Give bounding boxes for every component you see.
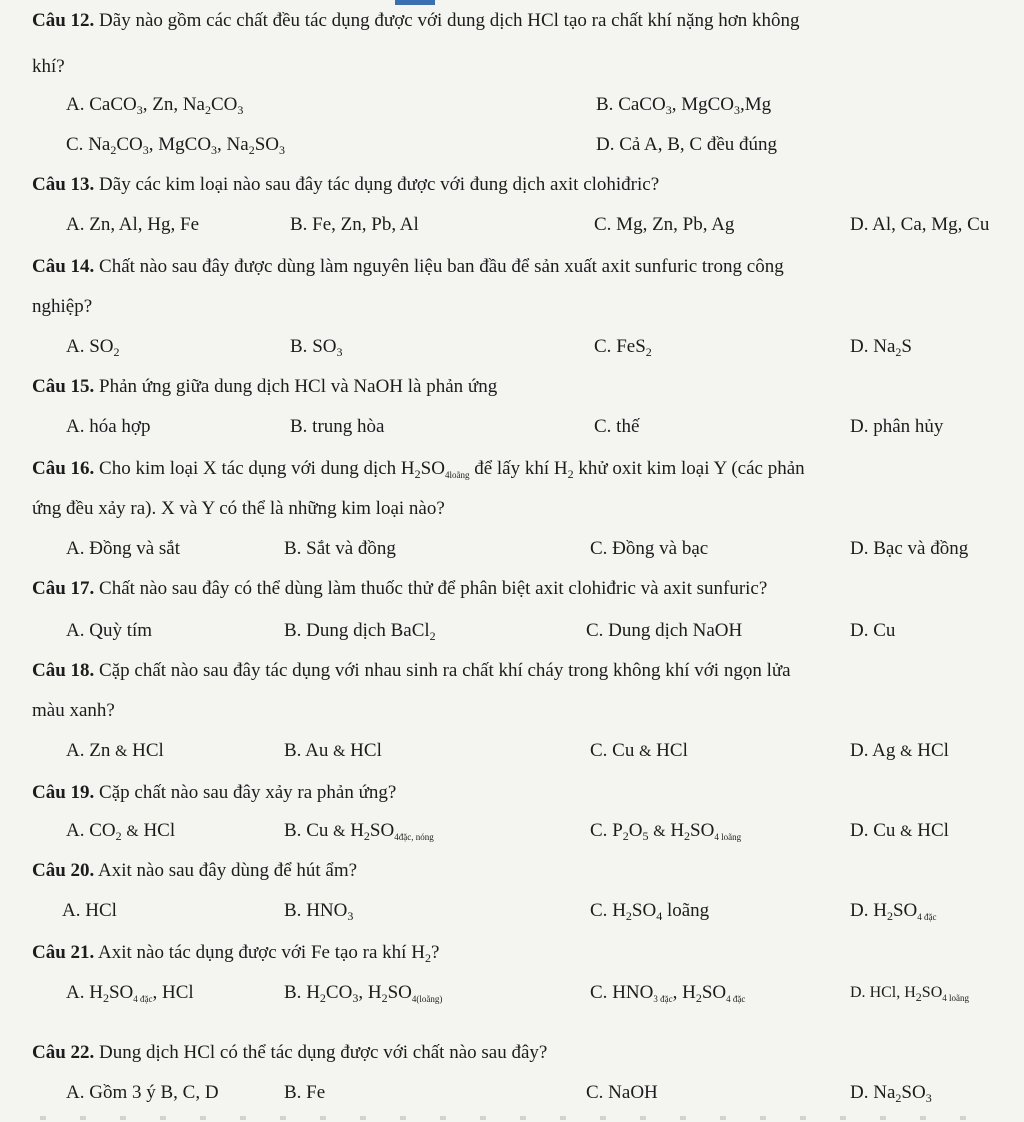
option-22-a[interactable]: A. Gồm 3 ý B, C, D	[66, 1082, 219, 1103]
question-15	[32, 374, 1024, 400]
question-17	[32, 576, 1024, 602]
option-18-c[interactable]: C. Cu & HCl	[590, 740, 688, 761]
option-21-b[interactable]: B. $H_2CO_3$, $H_2SO_{4(loãng)}$	[284, 982, 443, 1005]
question-number: Câu 16.	[32, 458, 95, 479]
option-22-d[interactable]: D. $Na_2SO_3$	[850, 1082, 932, 1105]
question-18-cont: màu xanh?	[32, 700, 115, 721]
option-19-d[interactable]: D. Cu & HCl	[850, 820, 949, 841]
option-15-a[interactable]: A. hóa hợp	[66, 416, 151, 437]
question-number: Câu 17.	[32, 578, 95, 599]
option-18-a[interactable]: A. Zn & HCl	[66, 740, 164, 761]
question-text: Axit nào sau đây dùng để hút ẩm?	[98, 860, 358, 881]
option-12-d[interactable]: D. Cả A, B, C đều đúng	[596, 134, 778, 155]
question-12	[32, 8, 1024, 34]
option-19-a[interactable]: A. $CO_2$ & HCl	[66, 820, 176, 843]
question-number: Câu 22.	[32, 1042, 95, 1063]
question-number: Câu 12.	[32, 10, 95, 31]
question-text: Cặp chất nào sau đây xảy ra phản ứng?	[99, 782, 397, 803]
question-12-cont: khí?	[32, 56, 65, 77]
option-13-d[interactable]: D. Al, Ca, Mg, Cu	[850, 214, 990, 235]
option-15-c[interactable]: C. thế	[594, 416, 640, 437]
option-21-c[interactable]: C. $HNO_{3 đặc}$, $H_2SO_{4 đặc}$	[590, 982, 746, 1005]
question-number: Câu 13.	[32, 174, 95, 195]
option-18-d[interactable]: D. Ag & HCl	[850, 740, 949, 761]
question-16: Câu 16. Cho kim loại X tác dụng với dung dịch $H_2SO_{4loãng}$ để lấy khí $H_2$ khử oxit kim loại Y (các phản	[32, 458, 805, 481]
question-text: Chất nào sau đây có thể dùng làm thuốc thử để phân biệt axit clohiđric và axit sunfuric?	[99, 578, 768, 599]
option-22-b[interactable]: B. Fe	[284, 1082, 326, 1103]
question-18	[32, 658, 1024, 684]
question-14-cont: nghiệp?	[32, 296, 93, 317]
question-14	[32, 254, 1024, 280]
question-22	[32, 1040, 1024, 1066]
option-20-b[interactable]: B. $HNO_3$	[284, 900, 354, 923]
option-16-d[interactable]: D. Bạc và đồng	[850, 538, 969, 559]
question-text: Cặp chất nào sau đây tác dụng với nhau sinh ra chất khí cháy trong không khí với ngọn lửa	[99, 660, 791, 681]
option-17-b[interactable]: B. Dung dịch BaCl$_2$	[284, 620, 436, 643]
option-20-c[interactable]: C. $H_2SO_4$ loãng	[590, 900, 710, 923]
question-text: Dãy nào gồm các chất đều tác dụng được với dung dịch HCl tạo ra chất khí nặng hơn không	[99, 10, 800, 31]
option-15-b[interactable]: B. trung hòa	[290, 416, 385, 437]
question-21: Câu 21. Axit nào tác dụng được với Fe tạo ra khí $H_2$?	[32, 942, 440, 965]
option-21-d[interactable]: D. HCl, $H_2SO_{4 loãng}$	[850, 984, 969, 1004]
option-13-c[interactable]: C. Mg, Zn, Pb, Ag	[594, 214, 735, 235]
question-text: Chất nào sau đây được dùng làm nguyên liệu ban đầu để sản xuất axit sunfuric trong công	[99, 256, 784, 277]
option-19-c[interactable]: C. $P_2O_5$ & $H_2SO_{4 loãng}$	[590, 820, 742, 843]
option-18-b[interactable]: B. Au & HCl	[284, 740, 382, 761]
cut-off-next-line	[40, 1116, 1000, 1120]
option-17-a[interactable]: A. Quỳ tím	[66, 620, 153, 641]
option-17-d[interactable]: D. Cu	[850, 620, 896, 641]
question-number: Câu 14.	[32, 256, 95, 277]
option-13-b[interactable]: B. Fe, Zn, Pb, Al	[290, 214, 419, 235]
option-16-a[interactable]: A. Đồng và sắt	[66, 538, 180, 559]
question-text: Dãy các kim loại nào sau đây tác dụng được với đung dịch axit clohiđric?	[99, 174, 660, 195]
option-14-a[interactable]: A. $SO_2$	[66, 336, 120, 359]
question-19	[32, 780, 1024, 806]
option-14-b[interactable]: B. $SO_3$	[290, 336, 343, 359]
option-21-a[interactable]: A. $H_2SO_{4 đặc}$, HCl	[66, 982, 194, 1005]
option-12-a[interactable]: A. CaCO$_3$, Zn, $Na_2CO_3$	[66, 94, 244, 117]
option-20-a[interactable]: A. HCl	[62, 900, 117, 921]
option-17-c[interactable]: C. Dung dịch NaOH	[586, 620, 743, 641]
question-text: Axit nào tác dụng được với Fe tạo ra khí H	[98, 942, 425, 963]
question-number: Câu 21.	[32, 942, 95, 963]
question-number: Câu 19.	[32, 782, 95, 803]
question-text: Phản ứng giữa dung dịch HCl và NaOH là phản ứng	[99, 376, 498, 397]
option-12-b[interactable]: B. CaCO$_3$, MgCO$_3$,Mg	[596, 94, 772, 117]
option-20-d[interactable]: D. $H_2SO_{4 đặc}$	[850, 900, 937, 923]
option-12-c[interactable]: C. $Na_2CO_3$, MgCO$_3$, $Na_2SO_3$	[66, 134, 285, 157]
option-14-c[interactable]: C. FeS$_2$	[594, 336, 652, 359]
question-20	[32, 858, 1024, 884]
question-text: Dung dịch HCl có thể tác dụng được với chất nào sau đây?	[99, 1042, 548, 1063]
question-13	[32, 172, 1024, 198]
option-14-d[interactable]: D. $Na_2S$	[850, 336, 912, 359]
question-number: Câu 18.	[32, 660, 95, 681]
option-13-a[interactable]: A. Zn, Al, Hg, Fe	[66, 214, 199, 235]
top-scroll-indicator	[395, 0, 435, 5]
option-16-c[interactable]: C. Đồng và bạc	[590, 538, 709, 559]
option-22-c[interactable]: C. NaOH	[586, 1082, 658, 1103]
question-16-cont: ứng đều xảy ra). X và Y có thể là những kim loại nào?	[32, 498, 445, 519]
question-number: Câu 15.	[32, 376, 95, 397]
option-19-b[interactable]: B. Cu & $H_2SO_{4đặc, nóng}$	[284, 820, 434, 843]
question-number: Câu 20.	[32, 860, 95, 881]
option-15-d[interactable]: D. phân hủy	[850, 416, 944, 437]
option-16-b[interactable]: B. Sắt và đồng	[284, 538, 396, 559]
